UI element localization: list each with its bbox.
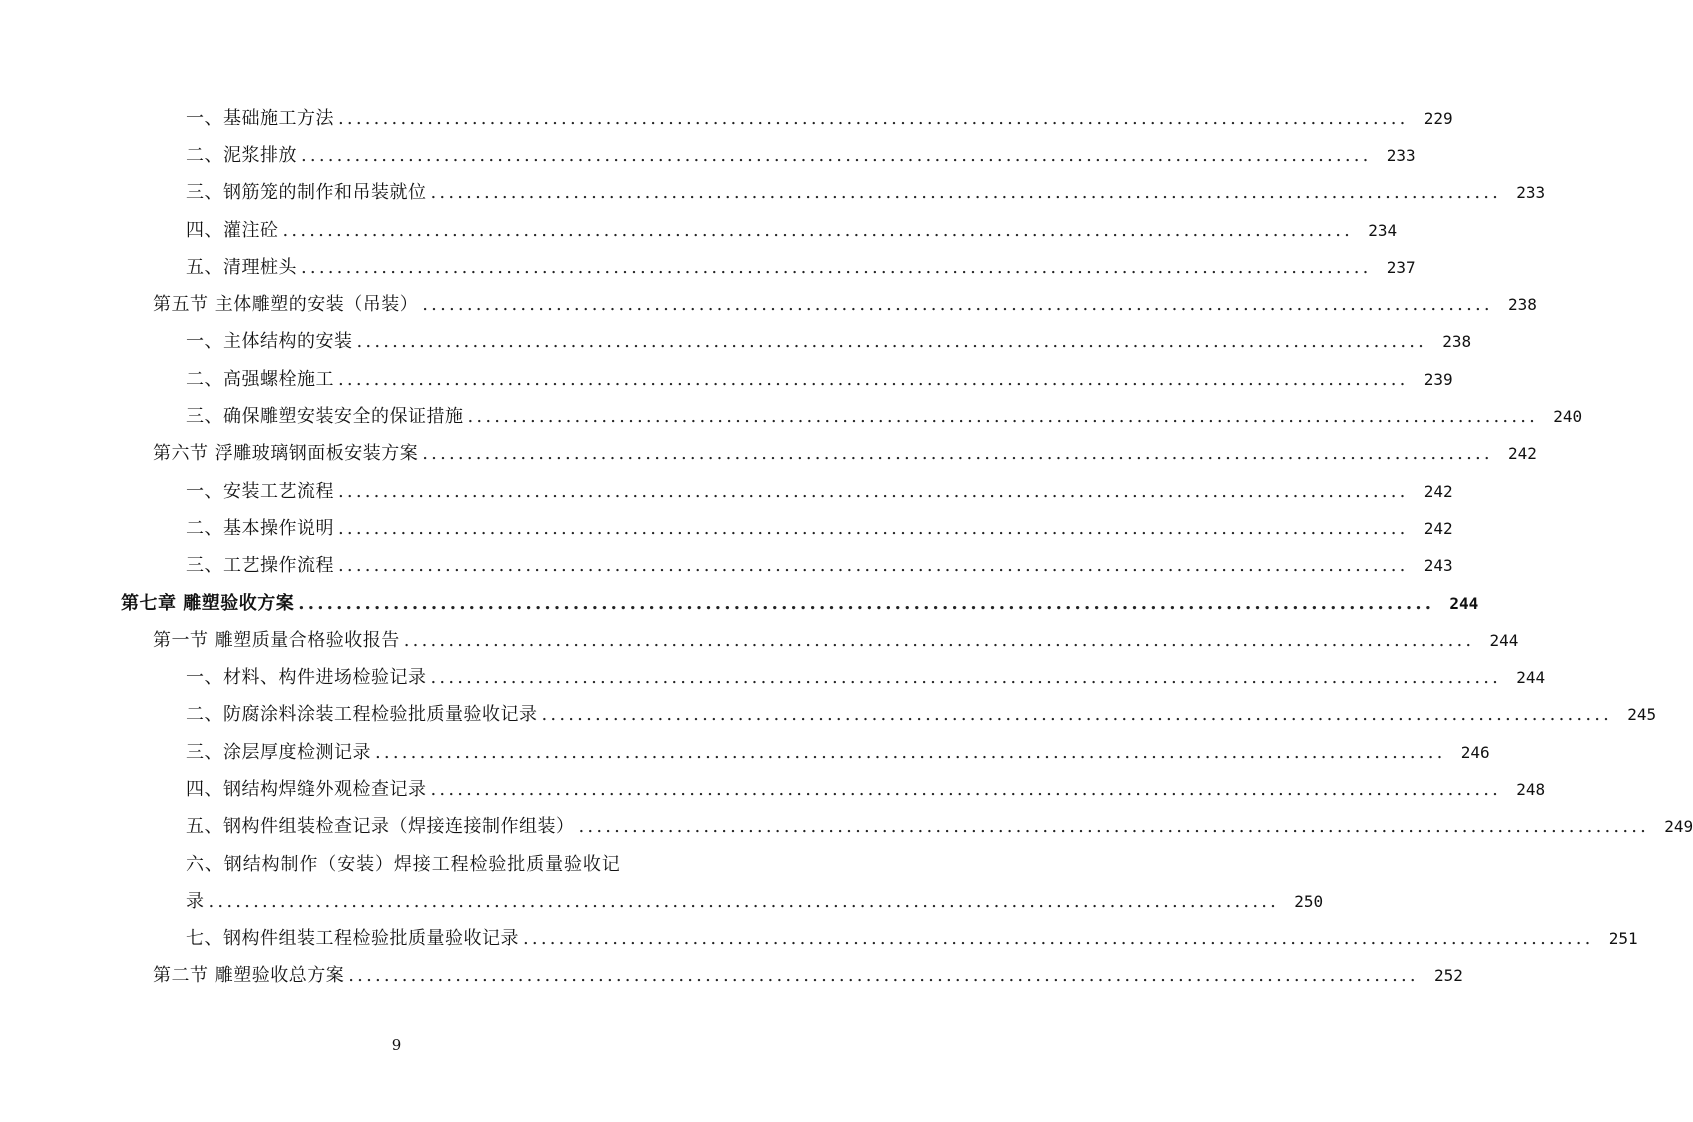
toc-entry[interactable] bbox=[0, 697, 1657, 734]
toc-entry-title: 二、防腐涂料涂装工程检验批质量验收记录 bbox=[186, 704, 538, 726]
toc-entry-title: 第二节 雕塑验收总方案 bbox=[153, 965, 345, 987]
toc-entry-title: 第六节 浮雕玻璃钢面板安装方案 bbox=[153, 443, 419, 465]
toc-entry-page: 246 bbox=[1460, 742, 1490, 762]
toc-entry-page: 242 bbox=[1507, 444, 1537, 464]
toc-entry[interactable] bbox=[0, 175, 1546, 212]
dot-leader: ........................................................................................................................ bbox=[298, 592, 1435, 614]
toc-section-entry[interactable] bbox=[0, 436, 1537, 473]
toc-entry[interactable] bbox=[0, 771, 1546, 808]
dot-leader: ........................................................................................................................ bbox=[541, 704, 1613, 726]
toc-entry-title: 一、材料、构件进场检验记录 bbox=[186, 667, 427, 689]
toc-entry-page: 242 bbox=[1423, 481, 1453, 501]
toc-entry-page: 250 bbox=[1294, 891, 1324, 911]
dot-leader: ........................................................................................................................ bbox=[422, 294, 1493, 316]
toc-entry[interactable] bbox=[0, 100, 1453, 137]
toc-entry[interactable] bbox=[0, 809, 1693, 846]
toc-entry[interactable] bbox=[0, 734, 1490, 771]
toc-entry-title: 四、灌注砼 bbox=[186, 219, 279, 241]
toc-entry-page: 238 bbox=[1442, 332, 1472, 352]
toc-entry[interactable] bbox=[0, 473, 1453, 510]
dot-leader: ........................................................................................................................ bbox=[578, 816, 1650, 838]
dot-leader: ........................................................................................................................ bbox=[208, 890, 1280, 912]
toc-entry-title: 四、钢结构焊缝外观检查记录 bbox=[186, 778, 427, 800]
toc-entry-title: 第五节 主体雕塑的安装（吊装） bbox=[153, 294, 419, 316]
toc-entry-page: 252 bbox=[1433, 966, 1463, 986]
dot-leader: ........................................................................................................................ bbox=[403, 629, 1475, 651]
toc-entry-title: 五、清理桩头 bbox=[186, 256, 297, 278]
toc-entry-page: 244 bbox=[1489, 630, 1519, 650]
table-of-contents bbox=[0, 100, 1693, 995]
toc-entry[interactable] bbox=[0, 212, 1398, 249]
toc-entry-title: 三、涂层厚度检测记录 bbox=[186, 741, 371, 763]
dot-leader: ........................................................................................................................ bbox=[348, 965, 1419, 987]
toc-entry[interactable] bbox=[0, 883, 1324, 920]
toc-entry[interactable] bbox=[0, 398, 1583, 435]
dot-leader: ........................................................................................................................ bbox=[375, 741, 1446, 763]
toc-entry[interactable] bbox=[0, 324, 1472, 361]
toc-section-entry[interactable] bbox=[0, 958, 1463, 995]
toc-entry-title: 七、钢构件组装工程检验批质量验收记录 bbox=[186, 928, 519, 950]
toc-chapter-entry[interactable] bbox=[0, 585, 1479, 622]
toc-entry-page: 242 bbox=[1423, 518, 1453, 538]
toc-section-entry[interactable] bbox=[0, 622, 1519, 659]
dot-leader: ........................................................................................................................ bbox=[430, 778, 1502, 800]
toc-entry[interactable] bbox=[0, 921, 1638, 958]
toc-entry-title: 二、高强螺栓施工 bbox=[186, 368, 334, 390]
dot-leader: ........................................................................................................................ bbox=[338, 480, 1409, 502]
dot-leader: ........................................................................................................................ bbox=[356, 331, 1428, 353]
toc-entry-title: 第七章 雕塑验收方案 bbox=[121, 592, 295, 614]
toc-entry[interactable] bbox=[0, 249, 1416, 286]
toc-entry-title: 三、工艺操作流程 bbox=[186, 555, 334, 577]
toc-entry-title: 五、钢构件组装检查记录（焊接连接制作组装） bbox=[186, 816, 575, 838]
toc-entry-wrapped-line[interactable] bbox=[0, 846, 793, 883]
dot-leader: ........................................................................................................................ bbox=[301, 144, 1372, 166]
toc-entry-page: 244 bbox=[1449, 593, 1479, 613]
toc-entry-page: 239 bbox=[1423, 369, 1453, 389]
toc-entry[interactable] bbox=[0, 510, 1453, 547]
toc-entry-page: 233 bbox=[1516, 183, 1546, 203]
toc-section-entry[interactable] bbox=[0, 286, 1537, 323]
dot-leader: ........................................................................................................................ bbox=[338, 107, 1409, 129]
toc-entry-title: 三、确保雕塑安装安全的保证措施 bbox=[186, 406, 464, 428]
toc-entry-title: 二、泥浆排放 bbox=[186, 144, 297, 166]
toc-entry-page: 244 bbox=[1516, 668, 1546, 688]
toc-entry-title: 一、安装工艺流程 bbox=[186, 480, 334, 502]
toc-entry-title: 一、主体结构的安装 bbox=[186, 331, 353, 353]
page-number: 9 bbox=[391, 1036, 402, 1054]
toc-entry-title: 录 bbox=[186, 890, 205, 912]
toc-entry-title: 三、钢筋笼的制作和吊装就位 bbox=[186, 182, 427, 204]
toc-entry-page: 243 bbox=[1423, 556, 1453, 576]
toc-entry-title: 二、基本操作说明 bbox=[186, 517, 334, 539]
toc-entry[interactable] bbox=[0, 659, 1546, 696]
dot-leader: ........................................................................................................................ bbox=[338, 517, 1409, 539]
toc-entry[interactable] bbox=[0, 361, 1453, 398]
toc-entry-page: 248 bbox=[1516, 779, 1546, 799]
toc-entry-title: 一、基础施工方法 bbox=[186, 107, 334, 129]
dot-leader: ........................................................................................................................ bbox=[301, 256, 1372, 278]
dot-leader: ........................................................................................................................ bbox=[430, 667, 1502, 689]
toc-entry-page: 234 bbox=[1368, 220, 1398, 240]
toc-entry-title: 第一节 雕塑质量合格验收报告 bbox=[153, 629, 400, 651]
toc-entry[interactable] bbox=[0, 137, 1416, 174]
dot-leader: ........................................................................................................................ bbox=[523, 928, 1594, 950]
toc-entry-page: 249 bbox=[1664, 817, 1693, 837]
toc-entry-page: 240 bbox=[1553, 407, 1583, 427]
dot-leader: ........................................................................................................................ bbox=[430, 182, 1502, 204]
dot-leader: ........................................................................................................................ bbox=[282, 219, 1354, 241]
toc-entry-page: 229 bbox=[1423, 108, 1453, 128]
toc-entry-page: 238 bbox=[1507, 295, 1537, 315]
dot-leader: ........................................................................................................................ bbox=[467, 406, 1539, 428]
toc-entry-page: 251 bbox=[1608, 929, 1638, 949]
toc-entry-page: 237 bbox=[1386, 257, 1416, 277]
dot-leader: ........................................................................................................................ bbox=[422, 443, 1493, 465]
toc-entry-page: 233 bbox=[1386, 145, 1416, 165]
dot-leader: ........................................................................................................................ bbox=[338, 368, 1409, 390]
dot-leader: ........................................................................................................................ bbox=[338, 555, 1409, 577]
toc-entry-page: 245 bbox=[1627, 705, 1657, 725]
toc-entry[interactable] bbox=[0, 548, 1453, 585]
toc-entry-title: 六、钢结构制作（安装）焊接工程检验批质量验收记 bbox=[186, 853, 621, 875]
